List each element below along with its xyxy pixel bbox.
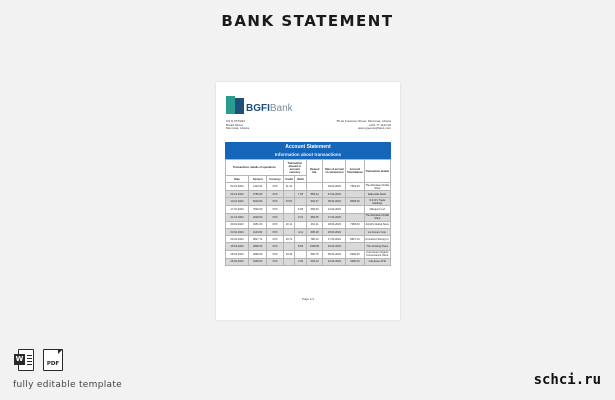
cell-accrual: 17.03.2023 (323, 236, 346, 243)
cell-date: 03.02.2023 (226, 228, 249, 235)
table-row (226, 206, 391, 213)
sub-header-amount: Amount (249, 176, 267, 183)
cell-amount: 3218.00 (249, 213, 267, 221)
word-icon-label: W (15, 355, 24, 363)
cell-debit: 6.05 (295, 206, 307, 213)
table-row (226, 221, 391, 228)
table-row (226, 258, 391, 265)
table-row (226, 228, 391, 235)
table-row (226, 250, 391, 258)
sub-header-credit: Credit (283, 176, 295, 183)
cell-date: 28.02.2023 (226, 250, 249, 258)
sub-header-date: Date (226, 176, 249, 183)
logo-text-bold: BGFI (246, 103, 270, 114)
pdf-icon-label: PDF (46, 361, 60, 367)
cell-cleared: 858.44 (306, 191, 323, 198)
cell-cleared: 693.12 (306, 258, 323, 265)
cell-currency: XXX (267, 198, 284, 206)
cell-date: 02.01.2023 (226, 183, 249, 191)
cell-amount: 3235.03 (249, 258, 267, 265)
bank-address-line: Broad Street (226, 122, 243, 127)
cell-accrual: 07.02.2023 (323, 191, 346, 198)
bank-address-line: CS N 07/5234 (226, 119, 245, 123)
cell-debit (295, 236, 307, 243)
template-caption: fully editable template (13, 380, 122, 390)
col-date-of-accrual: Date of accrual of commission (323, 160, 346, 183)
cell-currency: XXX (267, 183, 284, 191)
cell-amount: 1103.00 (249, 228, 267, 235)
cell-details: Waterside Mark. (364, 191, 390, 198)
banner-title: Account Statement (285, 144, 331, 150)
cell-credit (283, 191, 295, 198)
bank-address (226, 120, 286, 131)
cell-amount: 2750.00 (249, 191, 267, 198)
cell-currency: XXX (267, 243, 284, 250)
cell-accrual: 20.04.2023 (323, 243, 346, 250)
cell-final (346, 213, 364, 221)
client-address-line: www.greenorgfbank.com (357, 126, 391, 131)
cell-cleared: 590.75 (306, 250, 323, 258)
logo-text-light: Bank (269, 103, 293, 114)
cell-cleared (306, 183, 323, 191)
table-row (226, 191, 391, 198)
cell-details: S.K.D's Trade Holdings (364, 198, 390, 206)
cell-currency: XXX (267, 236, 284, 243)
cell-final (346, 243, 364, 250)
cell-accrual: 12.02.2023 (323, 206, 346, 213)
cell-currency: XXX (267, 228, 284, 235)
cell-accrual: 03.03.2023 (323, 183, 346, 191)
cell-currency: XXX (267, 206, 284, 213)
cell-final (346, 206, 364, 213)
cell-credit (283, 258, 295, 265)
cell-accrual: 18.04.2023 (323, 221, 346, 228)
cell-debit: 3.31 (295, 213, 307, 221)
cell-credit (283, 206, 295, 213)
cell-final (346, 191, 364, 198)
cell-credit (283, 213, 295, 221)
word-icon (14, 349, 34, 371)
cell-currency: XXX (267, 258, 284, 265)
cell-debit (295, 250, 307, 258)
col-account-final-balance: Account final balance (346, 160, 364, 183)
cell-currency: XXX (267, 221, 284, 228)
cell-final: 7502.00 (346, 183, 364, 191)
cell-final (346, 228, 364, 235)
cell-final: 6090.00 (346, 250, 364, 258)
cell-credit: 10.51 (283, 198, 295, 206)
cell-currency: XXX (267, 191, 284, 198)
cell-credit: 16.33 (283, 250, 295, 258)
cell-cleared: 995.35 (306, 213, 323, 221)
table-row (226, 198, 391, 206)
cell-accrual: 05.04.2023 (323, 250, 346, 258)
col-cleared-balance: Cleared bal. (306, 160, 323, 183)
cell-details: Astrid's Global Store (364, 221, 390, 228)
cell-date: 21.01.2023 (226, 213, 249, 221)
cell-debit: 4.11 (295, 228, 307, 235)
cell-credit (283, 228, 295, 235)
cell-final: 7265.00 (346, 221, 364, 228)
format-icons (14, 349, 72, 371)
col-transaction-details: Transaction details (364, 160, 390, 183)
cell-amount: 5223.00 (249, 198, 267, 206)
banner-subtitle: Information about transactions (274, 152, 342, 157)
table-row (226, 236, 391, 243)
cell-cleared: 780.12 (306, 236, 323, 243)
cell-currency: XXX (267, 250, 284, 258)
cell-details: Marquis's Luf (364, 206, 390, 213)
cell-cleared: 902.27 (306, 198, 323, 206)
col-amount-in-account: Transaction amount in account currency (283, 160, 306, 176)
cell-final: 8527.10 (346, 236, 364, 243)
cell-details: The Aberdeen Dollar Shop (365, 214, 390, 221)
cell-final: 8095.00 (346, 198, 364, 206)
table-row (226, 183, 391, 191)
cell-debit (295, 221, 307, 228)
sub-header-debit: Debit (295, 176, 307, 183)
cell-details: Crossford Sheng Int. (364, 236, 390, 243)
cell-debit (295, 183, 307, 191)
pdf-icon (43, 349, 63, 371)
cell-debit (295, 198, 307, 206)
logo-mark-icon (226, 96, 244, 114)
page-number: Page 1/1 (301, 297, 314, 301)
cell-amount: 1112.34 (249, 183, 267, 191)
transactions-table (225, 159, 391, 266)
cell-details: Indefense ATM (364, 258, 390, 265)
site-name: schci.ru (533, 372, 601, 388)
table-row (226, 213, 391, 221)
group-header: Transactions, details of operations (226, 160, 284, 176)
cell-final: 3290.00 (346, 258, 364, 265)
cell-details: Just Green Organic Convenience Store (366, 251, 389, 258)
cell-credit: 20.11 (283, 221, 295, 228)
cell-cleared: 699.30 (306, 206, 323, 213)
cell-date: 10.01.2023 (226, 198, 249, 206)
cell-debit: 2.05 (295, 258, 307, 265)
cell-accrual: 17.02.2023 (323, 213, 346, 221)
cell-details: The Aberdeen Dollar Shop (365, 183, 390, 190)
cell-date: 29.01.2023 (226, 221, 249, 228)
cell-accrual: 22.04.2023 (323, 258, 346, 265)
client-address-line: +231 77 1121 00 (368, 122, 391, 127)
cell-debit: 8.09 (295, 243, 307, 250)
cell-credit: 11.31 (283, 183, 295, 191)
cell-cleared: 1908.82 (306, 243, 323, 250)
cell-details: Liu Ainsen Corp. (364, 228, 390, 235)
cell-amount: 4351.00 (249, 221, 267, 228)
cell-amount: 3906.00 (249, 250, 267, 258)
bank-logo (226, 92, 293, 114)
table-row (226, 243, 391, 250)
cell-date: 15.02.2023 (226, 243, 249, 250)
cell-accrual: 18.03.2023 (323, 228, 346, 235)
cell-date: 17.01.2023 (226, 206, 249, 213)
cell-currency: XXX (267, 213, 284, 221)
cell-amount: 2805.02 (249, 243, 267, 250)
cell-date: 09.01.2023 (226, 191, 249, 198)
cell-date: 28.02.2023 (226, 258, 249, 265)
statement-preview (216, 82, 400, 320)
statement-banner (225, 142, 391, 159)
page-title: BANK STATEMENT (221, 12, 394, 30)
cell-date: 09.02.2023 (226, 236, 249, 243)
sub-header-currency: Currency (267, 176, 284, 183)
client-address-line: 55 de Freetown Street, Monrovia, Liberia (336, 119, 391, 123)
cell-amount: 2817.71 (249, 236, 267, 243)
cell-amount: 7902.00 (249, 206, 267, 213)
cell-details: The Docking Place (364, 243, 390, 250)
cell-debit: 7.25 (295, 191, 307, 198)
client-address (321, 120, 391, 131)
cell-accrual: 05.03.2023 (323, 198, 346, 206)
cell-cleared: 491.11 (306, 221, 323, 228)
bank-address-line: Monrovia, Liberia (226, 126, 250, 131)
cell-credit (283, 243, 295, 250)
cell-cleared: 695.18 (306, 228, 323, 235)
cell-credit: 16.71 (283, 236, 295, 243)
